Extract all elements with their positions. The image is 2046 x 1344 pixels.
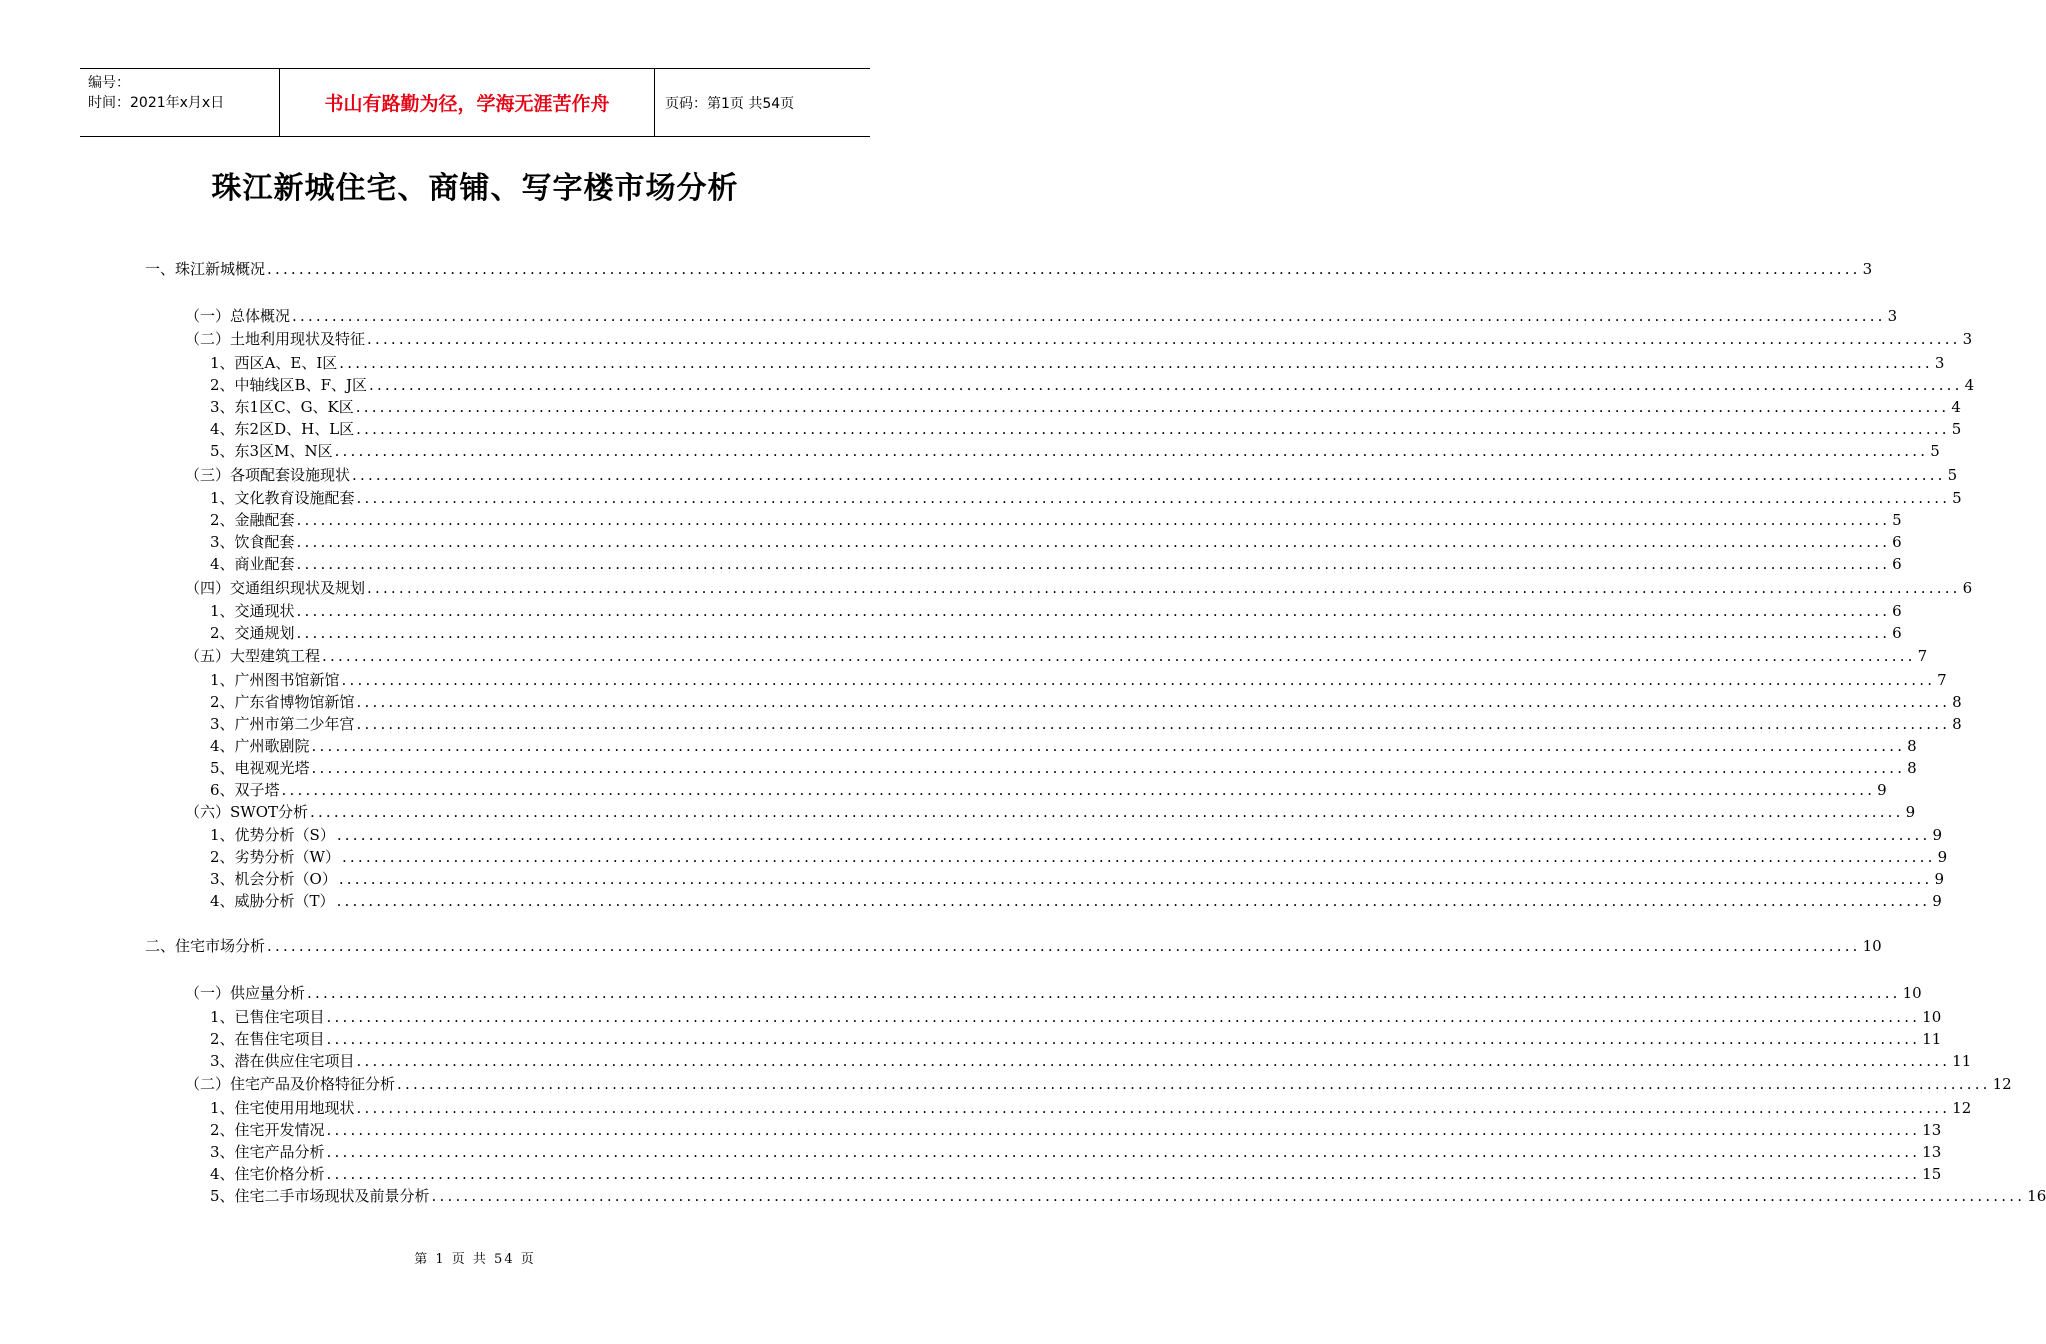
toc-entry[interactable] <box>145 258 1873 280</box>
toc-entry-label: 4、商业配套 <box>210 555 295 573</box>
toc-entry[interactable] <box>185 982 1922 1004</box>
toc-entry-page: 5 <box>1892 511 1902 529</box>
toc-dot-leader: ........................................................................................................................................................................................................ <box>267 937 1861 955</box>
toc-entry-page: 6 <box>1892 533 1902 551</box>
toc-entry[interactable] <box>210 1097 1972 1119</box>
toc-entry-label: 1、广州图书馆新馆 <box>210 671 340 689</box>
toc-entry-page: 15 <box>1922 1165 1942 1183</box>
toc-entry-page: 16 <box>2027 1187 2046 1205</box>
toc-dot-leader: ........................................................................................................................................................................................................ <box>356 715 1951 733</box>
toc-dot-leader: ........................................................................................................................................................................................................ <box>397 1075 1991 1093</box>
toc-entry-page: 4 <box>1964 376 1975 394</box>
toc-entry-label: （二）住宅产品及价格特征分析 <box>185 1075 396 1093</box>
document-title: 珠江新城住宅、商铺、写字楼市场分析 <box>211 171 739 206</box>
toc-entry[interactable] <box>185 305 1898 327</box>
toc-entry-label: 1、交通现状 <box>210 602 295 620</box>
toc-dot-leader: ........................................................................................................................................................................................................ <box>367 330 1961 348</box>
toc-dot-leader: ........................................................................................................................................................................................................ <box>339 354 1933 372</box>
toc-entry[interactable] <box>185 328 1973 350</box>
toc-entry-label: 1、已售住宅项目 <box>210 1008 325 1026</box>
toc-dot-leader: ........................................................................................................................................................................................................ <box>296 533 1891 551</box>
toc-entry-label: （一）供应量分析 <box>185 984 306 1002</box>
toc-entry-label: （一）总体概况 <box>185 307 291 325</box>
toc-entry-page: 10 <box>1902 984 1922 1002</box>
toc-entry-label: 3、东1区C、G、K区 <box>210 398 354 416</box>
toc-entry[interactable] <box>210 374 1975 396</box>
toc-entry-page: 11 <box>1952 1052 1972 1070</box>
toc-dot-leader: ........................................................................................................................................................................................................ <box>341 671 1936 689</box>
header-box <box>80 68 870 137</box>
toc-entry-page: 12 <box>1992 1075 2012 1093</box>
toc-entry-page: 6 <box>1892 555 1902 573</box>
toc-entry[interactable] <box>185 1073 2012 1095</box>
toc-dot-leader: ........................................................................................................................................................................................................ <box>296 602 1891 620</box>
toc-dot-leader: ........................................................................................................................................................................................................ <box>292 307 1886 325</box>
page-footer: 第 1 页 共 54 页 <box>414 1252 536 1267</box>
toc-entry-label: 5、住宅二手市场现状及前景分析 <box>210 1187 430 1205</box>
toc-dot-leader: ........................................................................................................................................................................................................ <box>334 442 1929 460</box>
toc-entry-label: 3、潜在供应住宅项目 <box>210 1052 355 1070</box>
toc-entry-page: 6 <box>1892 602 1902 620</box>
toc-entry-label: 2、住宅开发情况 <box>210 1121 325 1139</box>
toc-dot-leader: ........................................................................................................................................................................................................ <box>326 1008 1921 1026</box>
toc-entry-label: 6、双子塔 <box>210 781 280 799</box>
toc-entry[interactable] <box>210 713 1962 735</box>
toc-entry-page: 10 <box>1922 1008 1942 1026</box>
toc-entry-label: 4、住宅价格分析 <box>210 1165 325 1183</box>
toc-entry[interactable] <box>210 1119 1942 1141</box>
toc-entry-label: 2、劣势分析（W） <box>210 848 340 866</box>
toc-entry-page: 9 <box>1937 848 1948 866</box>
toc-entry-label: 5、东3区M、N区 <box>210 442 333 460</box>
toc-entry-page: 9 <box>1932 826 1942 844</box>
toc-dot-leader: ........................................................................................................................................................................................................ <box>326 1165 1921 1183</box>
toc-entry[interactable] <box>210 1006 1942 1028</box>
toc-entry-page: 10 <box>1862 937 1882 955</box>
toc-entry[interactable] <box>210 531 1902 553</box>
toc-entry[interactable] <box>210 779 1887 801</box>
toc-entry[interactable] <box>185 645 1928 667</box>
toc-entry-page: 5 <box>1951 420 1962 438</box>
toc-entry-label: 3、饮食配套 <box>210 533 295 551</box>
time-label: 时间：2021年x月x日 <box>88 95 225 111</box>
toc-entry[interactable] <box>210 396 1961 418</box>
toc-entry-page: 9 <box>1932 892 1942 910</box>
toc-entry-label: （六）SWOT分析 <box>185 803 308 821</box>
toc-entry[interactable] <box>210 890 1942 912</box>
toc-dot-leader: ........................................................................................................................................................................................................ <box>431 1187 2026 1205</box>
toc-entry-page: 9 <box>1877 781 1887 799</box>
toc-dot-leader: ........................................................................................................................................................................................................ <box>326 1121 1921 1139</box>
toc-dot-leader: ........................................................................................................................................................................................................ <box>352 466 1946 484</box>
toc-entry-label: （四）交通组织现状及规划 <box>185 579 366 597</box>
toc-entry-label: 1、住宅使用用地现状 <box>210 1099 355 1117</box>
toc-entry-label: 1、优势分析（S） <box>210 826 335 844</box>
toc-entry[interactable] <box>185 577 1973 599</box>
toc-entry-page: 3 <box>1862 260 1873 278</box>
toc-entry-label: （三）各项配套设施现状 <box>185 466 351 484</box>
toc-entry-label: 一、珠江新城概况 <box>145 260 266 278</box>
toc-entry-page: 8 <box>1907 759 1917 777</box>
toc-entry-page: 12 <box>1952 1099 1972 1117</box>
toc-entry[interactable] <box>210 669 1947 691</box>
toc-entry[interactable] <box>210 1028 1942 1050</box>
toc-entry[interactable] <box>210 868 1945 890</box>
toc-dot-leader: ........................................................................................................................................................................................................ <box>336 892 1931 910</box>
toc-entry-label: 3、住宅产品分析 <box>210 1143 325 1161</box>
toc-entry-page: 9 <box>1934 870 1945 888</box>
toc-dot-leader: ........................................................................................................................................................................................................ <box>341 848 1936 866</box>
toc-entry-page: 3 <box>1887 307 1898 325</box>
toc-entry-page: 7 <box>1937 671 1947 689</box>
toc-dot-leader: ........................................................................................................................................................................................................ <box>307 984 1901 1002</box>
toc-entry-label: 二、住宅市场分析 <box>145 937 266 955</box>
toc-entry-label: 2、金融配套 <box>210 511 295 529</box>
toc-dot-leader: ........................................................................................................................................................................................................ <box>369 376 1963 394</box>
toc-entry-page: 5 <box>1952 489 1962 507</box>
toc-dot-leader: ........................................................................................................................................................................................................ <box>296 511 1891 529</box>
toc-entry[interactable] <box>210 418 1962 440</box>
toc-entry-label: 5、电视观光塔 <box>210 759 310 777</box>
toc-dot-leader: ........................................................................................................................................................................................................ <box>311 737 1906 755</box>
toc-dot-leader: ........................................................................................................................................................................................................ <box>367 579 1961 597</box>
toc-dot-leader: ........................................................................................................................................................................................................ <box>322 647 1916 665</box>
toc-dot-leader: ........................................................................................................................................................................................................ <box>281 781 1876 799</box>
toc-entry-page: 3 <box>1934 354 1945 372</box>
toc-dot-leader: ........................................................................................................................................................................................................ <box>356 420 1950 438</box>
toc-entry[interactable] <box>210 735 1917 757</box>
toc-entry-page: 8 <box>1907 737 1917 755</box>
toc-dot-leader: ........................................................................................................................................................................................................ <box>356 1052 1951 1070</box>
toc-entry-label: 3、机会分析（O） <box>210 870 337 888</box>
toc-entry-label: 4、广州歌剧院 <box>210 737 310 755</box>
toc-entry-page: 5 <box>1930 442 1940 460</box>
toc-entry-label: 1、西区A、E、I区 <box>210 354 338 372</box>
toc-entry-page: 3 <box>1962 330 1973 348</box>
toc-entry-label: 2、在售住宅项目 <box>210 1030 325 1048</box>
toc-entry-page: 13 <box>1922 1143 1942 1161</box>
toc-entry[interactable] <box>210 1141 1942 1163</box>
toc-entry-label: 4、威胁分析（T） <box>210 892 335 910</box>
toc-entry[interactable] <box>210 600 1902 622</box>
header-motto: 书山有路勤为径，学海无涯苦作舟 <box>280 69 655 136</box>
toc-entry-page: 8 <box>1952 693 1962 711</box>
header-meta <box>80 69 280 136</box>
toc-entry[interactable] <box>210 1050 1972 1072</box>
toc-dot-leader: ........................................................................................................................................................................................................ <box>310 803 1904 821</box>
toc-entry-page: 7 <box>1917 647 1928 665</box>
toc-dot-leader: ........................................................................................................................................................................................................ <box>296 624 1891 642</box>
toc-dot-leader: ........................................................................................................................................................................................................ <box>356 489 1951 507</box>
toc-dot-leader: ........................................................................................................................................................................................................ <box>356 1099 1951 1117</box>
toc-entry[interactable] <box>210 440 1940 462</box>
toc-dot-leader: ........................................................................................................................................................................................................ <box>356 693 1951 711</box>
header-page-info: 页码：第1页 共54页 <box>665 95 795 112</box>
toc-entry[interactable] <box>210 622 1902 644</box>
toc-entry[interactable] <box>210 352 1945 374</box>
toc-dot-leader: ........................................................................................................................................................................................................ <box>267 260 1861 278</box>
toc-entry-page: 6 <box>1962 579 1973 597</box>
toc-entry-page: 9 <box>1905 803 1916 821</box>
toc-entry[interactable] <box>210 757 1917 779</box>
toc-dot-leader: ........................................................................................................................................................................................................ <box>311 759 1906 777</box>
toc-entry-page: 11 <box>1922 1030 1942 1048</box>
toc-dot-leader: ........................................................................................................................................................................................................ <box>296 555 1891 573</box>
toc-entry-label: 2、中轴线区B、F、J区 <box>210 376 367 394</box>
toc-entry[interactable] <box>210 846 1948 868</box>
toc-dot-leader: ........................................................................................................................................................................................................ <box>338 870 1933 888</box>
toc-entry-label: 3、广州市第二少年宫 <box>210 715 355 733</box>
toc-entry[interactable] <box>210 509 1902 531</box>
toc-entry[interactable] <box>210 824 1942 846</box>
toc-entry[interactable] <box>185 801 1916 823</box>
toc-entry[interactable] <box>210 487 1962 509</box>
toc-entry[interactable] <box>210 691 1962 713</box>
toc-dot-leader: ........................................................................................................................................................................................................ <box>336 826 1931 844</box>
number-label: 编号： <box>88 75 130 91</box>
toc-entry-label: 2、交通规划 <box>210 624 295 642</box>
toc-entry-label: 1、文化教育设施配套 <box>210 489 355 507</box>
toc-entry[interactable] <box>145 935 1882 957</box>
toc-entry[interactable] <box>185 464 1958 486</box>
toc-dot-leader: ........................................................................................................................................................................................................ <box>326 1143 1921 1161</box>
toc-entry-label: （五）大型建筑工程 <box>185 647 321 665</box>
toc-entry-page: 13 <box>1922 1121 1942 1139</box>
toc-entry-page: 8 <box>1952 715 1962 733</box>
toc-entry-page: 4 <box>1951 398 1961 416</box>
toc-entry-label: 4、东2区D、H、L区 <box>210 420 355 438</box>
toc-entry-page: 6 <box>1892 624 1902 642</box>
toc-entry[interactable] <box>210 1185 2046 1207</box>
toc-entry[interactable] <box>210 553 1902 575</box>
toc-entry[interactable] <box>210 1163 1942 1185</box>
toc-dot-leader: ........................................................................................................................................................................................................ <box>326 1030 1921 1048</box>
toc-entry-label: （二）土地利用现状及特征 <box>185 330 366 348</box>
toc-entry-label: 2、广东省博物馆新馆 <box>210 693 355 711</box>
toc-dot-leader: ........................................................................................................................................................................................................ <box>355 398 1950 416</box>
toc-entry-page: 5 <box>1947 466 1958 484</box>
